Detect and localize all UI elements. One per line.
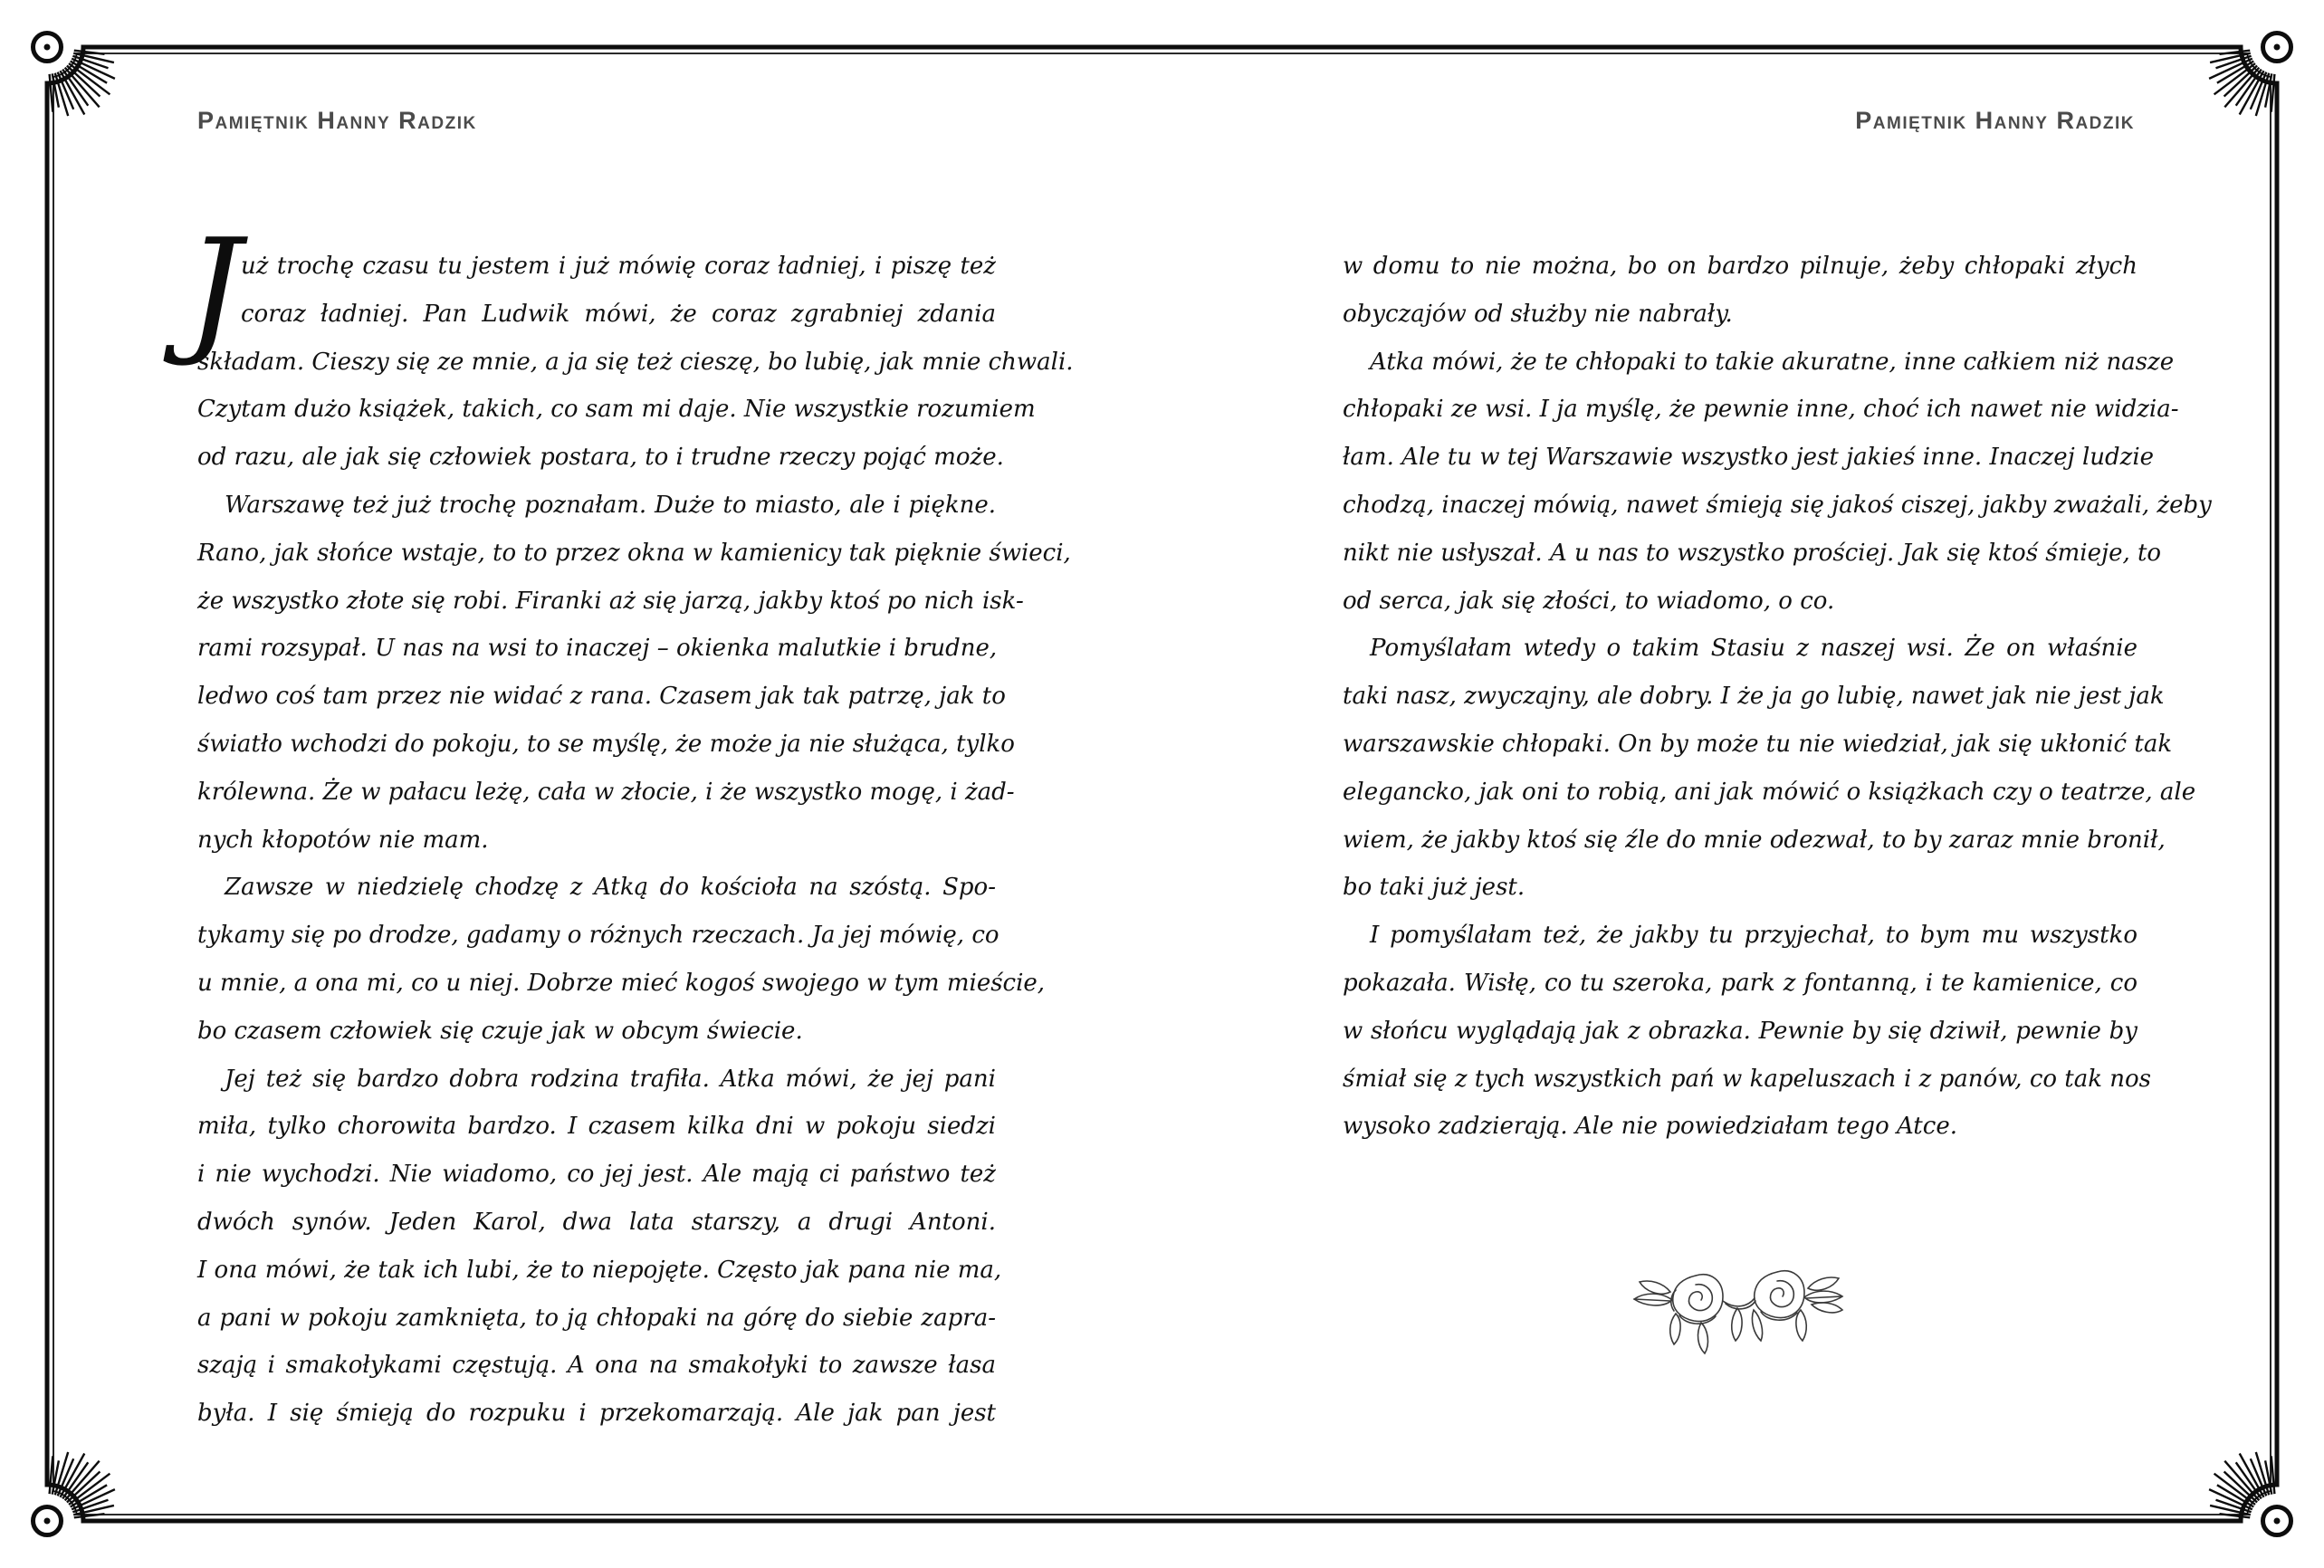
text-line: światło wchodzi do pokoju, to se myślę, że może ja nie służąca, tylko bbox=[197, 730, 1015, 758]
text-line: śmiał się z tych wszystkich pań w kapeluszach i z panów, co tak nos bbox=[1343, 1065, 2152, 1093]
text-line: Warszawę też już trochę poznałam. Duże to miasto, ale i piękne. bbox=[225, 491, 996, 519]
text-line: Rano, jak słońce wstaje, to to przez okna w kamienicy tak pięknie świeci, bbox=[197, 539, 1071, 567]
corner-fan-ornament bbox=[50, 51, 115, 116]
roses-ornament bbox=[1618, 1258, 1862, 1360]
text-line: u mnie, a ona mi, co u niej. Dobrze mieć kogoś swojego w tym mieście, bbox=[197, 969, 1046, 997]
corner-circle-ornament bbox=[2263, 33, 2291, 62]
text-line: od razu, ale jak się człowiek postara, to i trudne rzeczy pojąć może. bbox=[197, 444, 1004, 472]
text-line: była. I się śmieją do rozpuku i przekomarzają. Ale jak pan jest bbox=[197, 1400, 996, 1428]
text-line: tykamy się po drodze, gadamy o różnych rzeczach. Ja jej mówię, co bbox=[197, 922, 999, 950]
text-line: że wszystko złote się robi. Firanki aż się jarzą, jakby ktoś po nich isk- bbox=[197, 587, 1024, 615]
text-line: szają i smakołykami częstują. A ona na smakołyki to zawsze łasa bbox=[197, 1352, 996, 1380]
text-line: nikt nie usłyszał. A u nas to wszystko prościej. Jak się ktoś śmieje, to bbox=[1343, 539, 2162, 567]
text-line: rami rozsypał. U nas na wsi to inaczej – okienka malutkie i brudne, bbox=[197, 635, 998, 663]
corner-circle-ornament bbox=[2263, 1507, 2291, 1535]
text-line: bo taki już jest. bbox=[1343, 874, 1525, 902]
text-line: coraz ładniej. Pan Ludwik mówi, że coraz zgrabniej zdania bbox=[241, 300, 996, 328]
text-line: taki nasz, zwyczajny, ale dobry. I że ja go lubię, nawet jak nie jest jak bbox=[1343, 683, 2165, 711]
text-line: a pani w pokoju zamknięta, to ją chłopaki na górę do siebie zapra- bbox=[197, 1304, 996, 1332]
text-line: łam. Ale tu w tej Warszawie wszystko jest jakieś inne. Inaczej ludzie bbox=[1343, 444, 2155, 472]
text-line: Jej też się bardzo dobra rodzina trafiła. Atka mówi, że jej pani bbox=[225, 1065, 996, 1093]
text-line: Pomyślałam wtedy o takim Stasiu z naszej wsi. Że on właśnie bbox=[1370, 635, 2138, 663]
text-line: obyczajów od służby nie nabrały. bbox=[1343, 300, 1733, 328]
drop-cap: J bbox=[186, 209, 242, 369]
corner-fan-ornament bbox=[2209, 51, 2274, 116]
text-line: i nie wychodzi. Nie wiadomo, co jej jest. Ale mają ci państwo też bbox=[197, 1161, 996, 1189]
text-line: Zawsze w niedzielę chodzę z Atką do kościoła na szóstą. Spo- bbox=[225, 874, 996, 902]
page-header-left: Pamiętnik Hanny Radzik bbox=[197, 107, 477, 134]
text-line: Atka mówi, że te chłopaki to takie akuratne, inne całkiem niż nasze bbox=[1370, 348, 2175, 376]
text-line: królewna. Że w pałacu leżę, cała w złocie, i że wszystko mogę, i żad- bbox=[197, 778, 1015, 806]
text-line: chłopaki ze wsi. I ja myślę, że pewnie inne, choć ich nawet nie widzia- bbox=[1343, 396, 2179, 424]
text-line: miła, tylko chorowita bardzo. I czasem kilka dni w pokoju siedzi bbox=[197, 1113, 996, 1141]
corner-fan-ornament bbox=[50, 1452, 115, 1517]
text-line: I pomyślałam też, że jakby tu przyjechał, to bym mu wszystko bbox=[1370, 922, 2138, 950]
text-line: w domu to nie można, bo on bardzo pilnuje, żeby chłopaki złych bbox=[1343, 253, 2138, 280]
text-line: nych kłopotów nie mam. bbox=[197, 826, 489, 854]
corner-circle-ornament bbox=[33, 1507, 62, 1535]
text-line: Czytam dużo książek, takich, co sam mi daje. Nie wszystkie rozumiem bbox=[197, 396, 1036, 424]
text-line: wiem, że jakby ktoś się źle do mnie odezwał, to by zaraz mnie bronił, bbox=[1343, 826, 2166, 854]
text-line: pokazała. Wisłę, co tu szeroka, park z fontanną, i te kamienice, co bbox=[1343, 969, 2138, 997]
corner-circle-ornament bbox=[33, 33, 62, 62]
text-line: od serca, jak się złości, to wiadomo, o co. bbox=[1343, 587, 1835, 615]
text-line: dwóch synów. Jeden Karol, dwa lata starszy, a drugi Antoni. bbox=[197, 1208, 996, 1236]
text-line: warszawskie chłopaki. On by może tu nie wiedział, jak się ukłonić tak bbox=[1343, 730, 2173, 758]
text-line: chodzą, inaczej mówią, nawet śmieją się jakoś ciszej, jakby zważali, żeby bbox=[1343, 491, 2212, 519]
text-line: bo czasem człowiek się czuje jak w obcym świecie. bbox=[197, 1017, 803, 1045]
text-line: uż trochę czasu tu jestem i już mówię coraz ładniej, i piszę też bbox=[241, 253, 996, 280]
text-line: składam. Cieszy się ze mnie, a ja się też cieszę, bo lubię, jak mnie chwali. bbox=[197, 348, 1074, 376]
text-line: wysoko zadzierają. Ale nie powiedziałam tego Atce. bbox=[1343, 1113, 1957, 1141]
left-page-text bbox=[197, 243, 1074, 1438]
text-line: I ona mówi, że tak ich lubi, że to niepojęte. Często jak pana nie ma, bbox=[197, 1256, 1002, 1284]
text-line: w słońcu wyglądają jak z obrazka. Pewnie by się dziwił, pewnie by bbox=[1343, 1017, 2138, 1045]
text-line: ledwo coś tam przez nie widać z rana. Czasem jak tak patrzę, jak to bbox=[197, 683, 1006, 711]
right-page-text bbox=[1343, 243, 2212, 1151]
page-header-right: Pamiętnik Hanny Radzik bbox=[1855, 107, 2135, 134]
text-line: elegancko, jak oni to robią, ani jak mówić o książkach czy o teatrze, ale bbox=[1343, 778, 2196, 806]
corner-fan-ornament bbox=[2209, 1452, 2274, 1517]
